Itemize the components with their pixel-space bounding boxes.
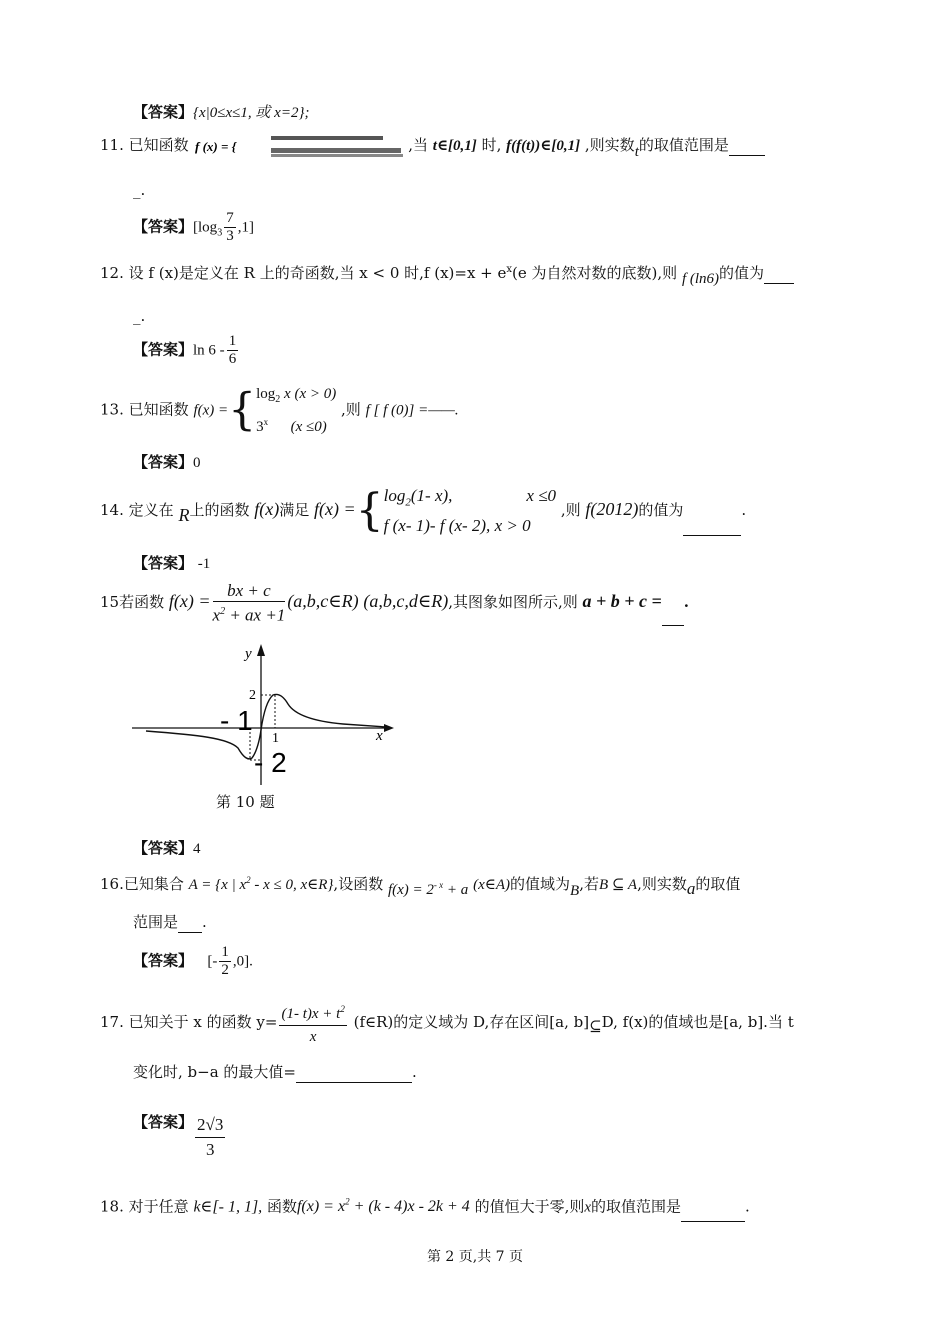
- question-number: 14.: [100, 501, 124, 520]
- figure-caption: 第 10 题: [216, 793, 275, 811]
- question-text: 已知函数: [128, 400, 189, 419]
- question-number: 18.: [100, 1197, 124, 1216]
- answer-blank: [662, 579, 684, 626]
- question-number: 13.: [100, 400, 124, 419]
- answer-blank: [764, 263, 794, 284]
- answer-16: [133, 944, 253, 979]
- question-text: ,则实数: [637, 875, 687, 893]
- expression: f [ f (0)] =——.: [365, 402, 459, 419]
- question-text: 定义在: [128, 501, 174, 520]
- question-text: ,则实数: [584, 136, 635, 154]
- answer-17: [133, 1096, 227, 1162]
- set-r: R: [178, 505, 190, 526]
- line-continuation: _.: [133, 181, 146, 199]
- answer-text: [log: [193, 219, 218, 236]
- fraction: $\frac{7}{3}$: [226, 210, 234, 244]
- question-16-line2: 范围是 .: [133, 913, 207, 931]
- page-footer: 第 2 页,共 7 页: [426, 1249, 524, 1265]
- composite-expression: f(f(t))∈[0,1]: [506, 138, 581, 154]
- line-continuation: _.: [133, 307, 146, 325]
- question-text: ,则: [341, 400, 361, 419]
- answer-label: 【答案】: [133, 103, 194, 121]
- svg-text:f (x) = {: f (x) = {: [195, 139, 237, 154]
- question-text: 的取值范围是: [638, 136, 729, 154]
- answer-blank: [683, 485, 741, 536]
- question-text: 已知关于 x 的函数 y=: [128, 1013, 278, 1031]
- question-text: ,设函数: [333, 875, 384, 893]
- function-name: f(x) =: [193, 402, 229, 419]
- x-label: x: [376, 728, 383, 744]
- question-text: D, f(x)的值域也是[a, b].当 t: [601, 1013, 794, 1031]
- x-axis-arrow: [384, 724, 394, 732]
- answer-blank: [178, 912, 202, 933]
- tick-label-1: 1: [272, 731, 279, 746]
- question-text: 设 f (x)是定义在 R 上的奇函数,当 x < 0 时,f (x)=x + e: [128, 264, 507, 282]
- question-17: [100, 998, 794, 1049]
- answer-label: 【答案】: [133, 340, 194, 359]
- question-text: 的取值范围是: [591, 1197, 682, 1216]
- question-14: 14. 定义在 R上的函数 f(x)满足 f(x) ={ $\log_2(1-$ x), x ≤0 f (x- 1)- f (x- 2), x > 0 ,则 f(2012)的值为 .: [100, 484, 746, 540]
- condition: (a,b,c,d∈R): [363, 591, 449, 611]
- function-expression: $f(x) = 2^{- x} + a$: [387, 880, 469, 898]
- piecewise-cases: $\log_2 x$ (x > 0) 3$^x$ (x ≤0): [256, 386, 337, 435]
- question-text: 满足: [279, 501, 310, 520]
- function-name: f(x) =: [168, 591, 211, 611]
- question-text: 函数: [266, 1197, 297, 1216]
- question-text: 的值为: [719, 264, 765, 282]
- answer-label: 【答案】: [133, 1113, 194, 1131]
- answer-blank: [681, 1191, 745, 1222]
- question-17-line2: 变化时, b−a 的最大值= .: [133, 1063, 417, 1081]
- answer-text: 4: [193, 841, 201, 857]
- question-text: 的值恒大于零,则: [474, 1197, 585, 1216]
- question-text: 的取值: [695, 875, 741, 893]
- question-text: (f∈R)的定义域为 D,存在区间[a, b]: [353, 1013, 590, 1031]
- answer-text: ,0].: [232, 953, 253, 970]
- question-text: ,当: [408, 136, 428, 154]
- answer-text: ,1]: [237, 219, 254, 236]
- answer-12: [133, 333, 240, 368]
- piecewise-function-image: [193, 132, 403, 160]
- question-11: [100, 132, 765, 162]
- variable-x: x: [584, 1199, 592, 1216]
- question-16: [100, 868, 740, 903]
- function-expression: $f(x) = x^2 + (k - 4)x - 2k + 4$: [296, 1197, 470, 1216]
- question-text: ,若: [579, 875, 599, 893]
- answer-13: [133, 452, 201, 473]
- domain: (x∈A): [473, 877, 510, 893]
- question-15: 15若函数 f(x) = $\frac{bx + c}{x^2 + ax +1}$ (a,b,c∈R) (a,b,c,d∈R),其图象如图所示,则 a + b + c = .: [100, 580, 690, 625]
- set-a: A = {x | $x^2 - x \le 0$, x∈R}: [188, 875, 334, 893]
- fraction: $\frac{1}{2}$: [221, 944, 229, 978]
- question-number: 17.: [100, 1013, 124, 1031]
- subset-symbol: ⊆: [589, 1017, 602, 1035]
- answer-label: 【答案】: [133, 217, 194, 236]
- answer-label: 【答案】: [133, 839, 194, 857]
- question-13: [100, 383, 459, 437]
- question-text: 的值域为: [510, 875, 571, 893]
- answer-label: 【答案】: [133, 951, 194, 970]
- question-number: 12.: [100, 264, 124, 282]
- answer-10: [133, 102, 309, 123]
- variable-a: a: [686, 879, 696, 898]
- answer-text: ln 6 -: [193, 342, 225, 359]
- question-text: 已知函数: [128, 136, 189, 154]
- answer-text: 0: [193, 455, 201, 471]
- question-number: 16.: [100, 875, 124, 893]
- question-text: 已知集合: [123, 875, 184, 893]
- answer-14: [133, 553, 210, 574]
- answer-label: 【答案】: [133, 554, 194, 572]
- function-name: f(x): [254, 499, 280, 520]
- tick-label-2: 2: [249, 688, 256, 703]
- answer-text: [-: [207, 953, 218, 970]
- question-text: (e 为自然对数的底数),则: [512, 264, 678, 282]
- expression: f(2012): [585, 499, 639, 520]
- left-brace: {: [228, 384, 257, 436]
- t-range: t∈[0,1]: [432, 138, 477, 154]
- question-text: 对于任意: [128, 1197, 189, 1216]
- y-axis-arrow: [257, 644, 265, 656]
- question-text: 时,: [481, 136, 502, 154]
- tick-label-neg2: - 2: [254, 747, 287, 778]
- function-graph: [128, 640, 400, 788]
- question-text: ,则: [560, 501, 581, 520]
- fraction: $\frac{2√3}{3}$: [197, 1114, 224, 1159]
- piecewise-cases: $\log_2(1-$ x), x ≤0 f (x- 1)- f (x- 2), x > 0: [383, 486, 557, 536]
- question-text: ,其图象如图所示,则: [448, 593, 578, 611]
- question-12: [100, 260, 794, 289]
- fraction: $\frac{1}{6}$: [228, 333, 237, 367]
- answer-15: [133, 838, 201, 859]
- y-label: y: [245, 646, 252, 662]
- set-b: B: [570, 883, 580, 899]
- tick-label-neg1: - 1: [220, 705, 253, 736]
- answer-text: {x|0≤x≤1, 或 x=2};: [193, 105, 310, 121]
- answer-text: 3: [217, 227, 223, 239]
- expression: f (ln6): [681, 271, 720, 287]
- subset-relation: B ⊆ A: [598, 877, 638, 893]
- question-number: 11.: [100, 136, 124, 154]
- answer-label: 【答案】: [133, 453, 194, 471]
- condition: (a,b,c∈R): [287, 591, 359, 611]
- question-text: 若函数: [119, 593, 165, 611]
- question-18: 18. 对于任意 k∈[- 1, 1], 函数$f(x) = x^2 + (k - 4)x - 2k + 4$ 的值恒大于零,则x的取值范围是 .: [100, 1187, 750, 1222]
- answer-text: -1: [197, 556, 211, 572]
- fraction: $\frac{(1- t)x + t^2}{x}$: [279, 998, 346, 1048]
- fraction: $\frac{bx + c}{x^2 + ax +1}$: [212, 580, 286, 625]
- expression: a + b + c =: [582, 591, 662, 611]
- answer-blank: [296, 1062, 412, 1083]
- question-number: 15: [100, 593, 120, 611]
- question-text: 的值为: [638, 501, 684, 520]
- answer-11: [133, 210, 254, 250]
- question-text: 上的函数: [189, 501, 250, 520]
- variable-t: t: [634, 144, 639, 160]
- function-name: f(x) =: [314, 499, 356, 520]
- question-text: x: [506, 264, 513, 275]
- left-brace: {: [355, 485, 384, 537]
- k-range: k∈[- 1, 1],: [193, 1198, 263, 1216]
- answer-blank: [729, 135, 765, 156]
